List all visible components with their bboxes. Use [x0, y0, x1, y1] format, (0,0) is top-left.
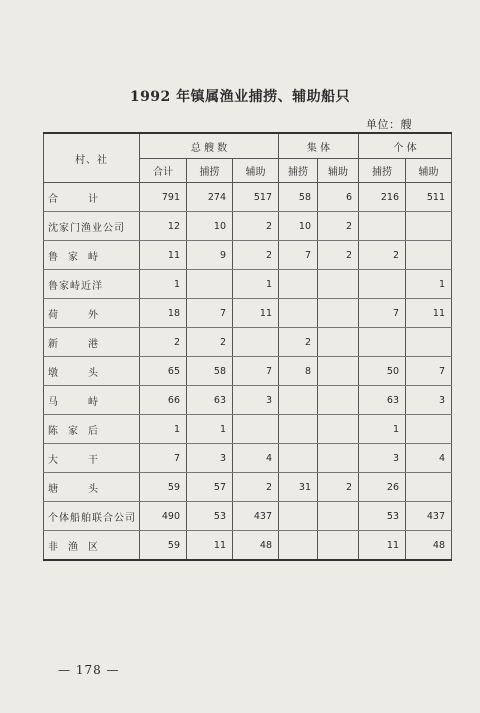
- cell-value: 3: [187, 444, 233, 473]
- subheader-collective-fishing: 捕捞: [279, 159, 318, 183]
- cell-value: 490: [140, 502, 187, 531]
- cell-value: 63: [187, 386, 233, 415]
- cell-value: 2: [359, 241, 406, 270]
- table-row: [44, 270, 452, 299]
- header-collective: 集 体: [279, 133, 359, 159]
- cell-value: 7: [406, 357, 452, 386]
- cell-value: 63: [359, 386, 406, 415]
- cell-value: 11: [233, 299, 279, 328]
- row-name: 沈家门渔业公司: [44, 212, 140, 241]
- cell-value: 11: [187, 531, 233, 561]
- header-village: 村、社: [44, 133, 140, 183]
- cell-value: 11: [359, 531, 406, 561]
- cell-value: 437: [233, 502, 279, 531]
- table-row: [44, 502, 452, 531]
- cell-value: [187, 270, 233, 299]
- cell-value: [406, 241, 452, 270]
- row-name: 鲁家峙近洋: [44, 270, 140, 299]
- cell-value: [406, 212, 452, 241]
- table-row: [44, 531, 452, 561]
- row-name: 非渔区: [44, 531, 140, 561]
- cell-value: 2: [233, 241, 279, 270]
- row-name: 马 峙: [44, 386, 140, 415]
- cell-value: 2: [318, 241, 359, 270]
- cell-value: 2: [279, 328, 318, 357]
- cell-value: [318, 531, 359, 561]
- row-name: 合 计: [44, 183, 140, 212]
- cell-value: 7: [233, 357, 279, 386]
- row-name: 墩 头: [44, 357, 140, 386]
- cell-value: 2: [318, 212, 359, 241]
- cell-value: 4: [406, 444, 452, 473]
- cell-value: 57: [187, 473, 233, 502]
- row-name: 大 干: [44, 444, 140, 473]
- cell-value: 1: [359, 415, 406, 444]
- cell-value: 26: [359, 473, 406, 502]
- cell-value: 58: [279, 183, 318, 212]
- table-row: [44, 473, 452, 502]
- cell-value: [406, 473, 452, 502]
- cell-value: 511: [406, 183, 452, 212]
- subheader-individual-auxiliary: 辅助: [406, 159, 452, 183]
- cell-value: [318, 415, 359, 444]
- cell-value: 7: [279, 241, 318, 270]
- cell-value: 274: [187, 183, 233, 212]
- cell-value: [318, 299, 359, 328]
- cell-value: 1: [187, 415, 233, 444]
- table-row: [44, 212, 452, 241]
- cell-value: [279, 270, 318, 299]
- cell-value: [318, 270, 359, 299]
- cell-value: 48: [406, 531, 452, 561]
- cell-value: 2: [187, 328, 233, 357]
- cell-value: 216: [359, 183, 406, 212]
- subheader-total-sum: 合计: [140, 159, 187, 183]
- cell-value: 7: [187, 299, 233, 328]
- cell-value: 791: [140, 183, 187, 212]
- cell-value: 59: [140, 473, 187, 502]
- cell-value: 3: [359, 444, 406, 473]
- cell-value: [406, 415, 452, 444]
- cell-value: 65: [140, 357, 187, 386]
- cell-value: [279, 502, 318, 531]
- cell-value: 18: [140, 299, 187, 328]
- row-name: 陈家后: [44, 415, 140, 444]
- cell-value: [406, 328, 452, 357]
- cell-value: [279, 386, 318, 415]
- table-row: [44, 386, 452, 415]
- cell-value: 8: [279, 357, 318, 386]
- cell-value: 1: [140, 270, 187, 299]
- cell-value: 58: [187, 357, 233, 386]
- cell-value: [279, 415, 318, 444]
- cell-value: 9: [187, 241, 233, 270]
- cell-value: [318, 444, 359, 473]
- cell-value: [359, 328, 406, 357]
- subheader-collective-auxiliary: 辅助: [318, 159, 359, 183]
- cell-value: 66: [140, 386, 187, 415]
- cell-value: 7: [359, 299, 406, 328]
- table-row: [44, 415, 452, 444]
- cell-value: 2: [233, 212, 279, 241]
- cell-value: [359, 270, 406, 299]
- table-row: [44, 357, 452, 386]
- table-row: [44, 299, 452, 328]
- cell-value: 48: [233, 531, 279, 561]
- cell-value: 517: [233, 183, 279, 212]
- table-row: [44, 183, 452, 212]
- cell-value: 3: [233, 386, 279, 415]
- page-number: — 178 —: [58, 663, 120, 677]
- cell-value: 12: [140, 212, 187, 241]
- row-name: 荷 外: [44, 299, 140, 328]
- cell-value: 1: [140, 415, 187, 444]
- row-name: 个体船舶联合公司: [44, 502, 140, 531]
- row-name: 鲁家峙: [44, 241, 140, 270]
- cell-value: [279, 299, 318, 328]
- subheader-total-fishing: 捕捞: [187, 159, 233, 183]
- subheader-individual-fishing: 捕捞: [359, 159, 406, 183]
- table-row: [44, 241, 452, 270]
- cell-value: 11: [140, 241, 187, 270]
- table-row: [44, 328, 452, 357]
- cell-value: [279, 531, 318, 561]
- cell-value: [318, 357, 359, 386]
- cell-value: 4: [233, 444, 279, 473]
- cell-value: [279, 444, 318, 473]
- cell-value: [318, 502, 359, 531]
- cell-value: 53: [359, 502, 406, 531]
- cell-value: 2: [318, 473, 359, 502]
- cell-value: [318, 328, 359, 357]
- cell-value: [318, 386, 359, 415]
- fishing-boats-table: [43, 132, 452, 561]
- cell-value: 1: [233, 270, 279, 299]
- cell-value: 2: [233, 473, 279, 502]
- cell-value: 7: [140, 444, 187, 473]
- cell-value: [233, 415, 279, 444]
- cell-value: [233, 328, 279, 357]
- cell-value: 11: [406, 299, 452, 328]
- subheader-total-auxiliary: 辅助: [233, 159, 279, 183]
- cell-value: 1: [406, 270, 452, 299]
- cell-value: 59: [140, 531, 187, 561]
- cell-value: 10: [279, 212, 318, 241]
- header-total: 总 艘 数: [140, 133, 279, 159]
- cell-value: 31: [279, 473, 318, 502]
- row-name: 塘 头: [44, 473, 140, 502]
- page-title: 1992 年镇属渔业捕捞、辅助船只: [129, 89, 351, 105]
- header-individual: 个 体: [359, 133, 452, 159]
- cell-value: 3: [406, 386, 452, 415]
- unit-label: 单位：艘: [366, 118, 412, 131]
- cell-value: 10: [187, 212, 233, 241]
- cell-value: 6: [318, 183, 359, 212]
- cell-value: 2: [140, 328, 187, 357]
- cell-value: [359, 212, 406, 241]
- row-name: 新 港: [44, 328, 140, 357]
- cell-value: 437: [406, 502, 452, 531]
- cell-value: 50: [359, 357, 406, 386]
- cell-value: 53: [187, 502, 233, 531]
- table-row: [44, 444, 452, 473]
